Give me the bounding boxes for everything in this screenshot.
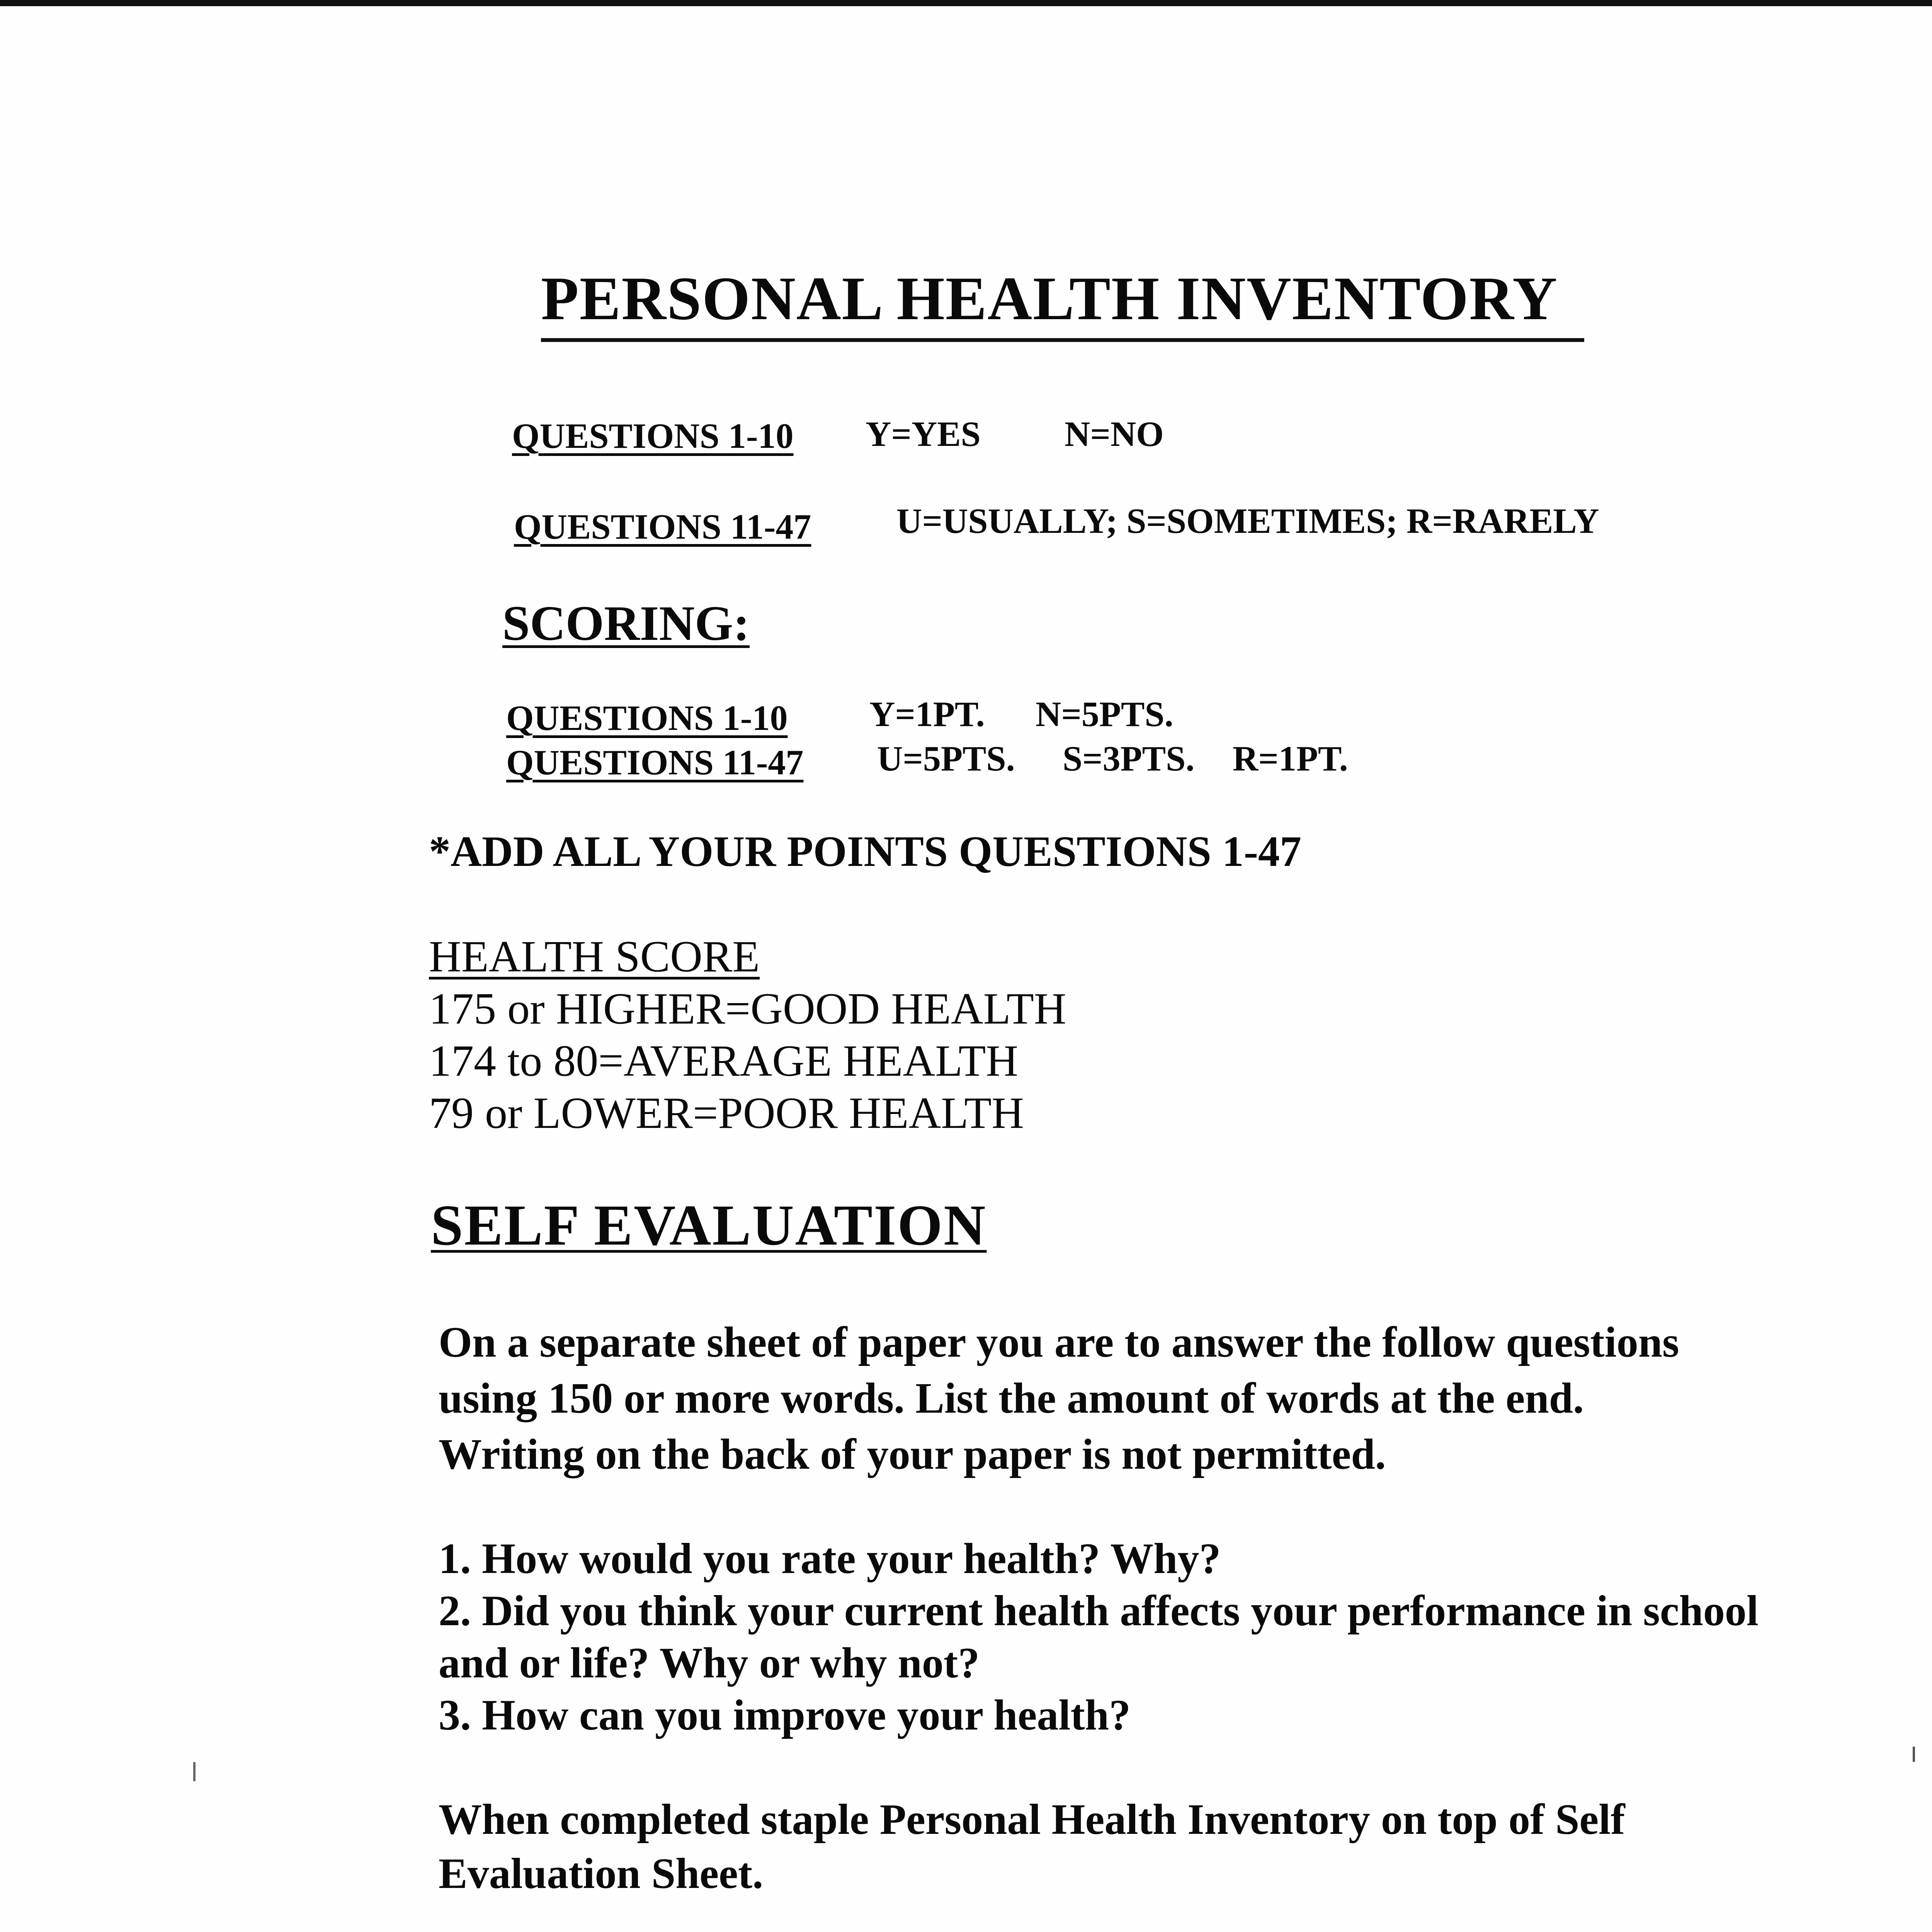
- instructions-line-1: On a separate sheet of paper you are to answer the follow questions: [439, 1318, 1679, 1366]
- question-2-line-2: and or life? Why or why not?: [439, 1639, 980, 1687]
- instructions-line-2: using 150 or more words. List the amount of words at the end.: [439, 1374, 1584, 1422]
- answer-key-q1-10-label: QUESTIONS 1-10: [512, 416, 794, 456]
- scoring-s-points: S=3PTS.: [1063, 739, 1195, 778]
- answer-key-q11-47-options: U=USUALLY; S=SOMETIMES; R=RARELY: [896, 501, 1599, 541]
- title-underline: [541, 338, 1584, 342]
- instructions-line-3: Writing on the back of your paper is not permitted.: [439, 1430, 1386, 1478]
- answer-key-yes: Y=YES: [866, 414, 981, 454]
- scoring-n-points: N=5PTS.: [1036, 694, 1173, 734]
- scoring-r-points: R=1PT.: [1233, 739, 1348, 778]
- answer-key-q11-47-label: QUESTIONS 11-47: [514, 507, 811, 546]
- health-score-average: 174 to 80=AVERAGE HEALTH: [429, 1036, 1019, 1086]
- scoring-u-points: U=5PTS.: [877, 739, 1015, 778]
- closing-line-2: Evaluation Sheet.: [439, 1850, 764, 1898]
- scan-speck: [193, 1762, 196, 1781]
- question-2-line-1: 2. Did you think your current health affects your performance in school: [439, 1587, 1759, 1635]
- closing-line-1: When completed staple Personal Health Inventory on top of Self: [439, 1796, 1625, 1844]
- answer-key-no: N=NO: [1065, 414, 1164, 454]
- scoring-heading: SCORING:: [502, 596, 750, 651]
- scoring-q1-10-label: QUESTIONS 1-10: [506, 698, 788, 738]
- page-title: PERSONAL HEALTH INVENTORY: [541, 264, 1558, 333]
- add-points-instruction: *ADD ALL YOUR POINTS QUESTIONS 1-47: [429, 828, 1302, 876]
- question-1: 1. How would you rate your health? Why?: [439, 1535, 1221, 1583]
- scan-top-edge: [0, 0, 1932, 6]
- health-score-good: 175 or HIGHER=GOOD HEALTH: [429, 984, 1066, 1034]
- scoring-q11-47-label: QUESTIONS 11-47: [506, 743, 804, 782]
- self-evaluation-heading: SELF EVALUATION: [431, 1193, 987, 1257]
- question-3: 3. How can you improve your health?: [439, 1691, 1131, 1739]
- scan-speck: [1913, 1747, 1915, 1762]
- scoring-y-points: Y=1PT.: [869, 694, 985, 734]
- health-score-heading: HEALTH SCORE: [429, 932, 760, 981]
- health-score-poor: 79 or LOWER=POOR HEALTH: [429, 1088, 1024, 1138]
